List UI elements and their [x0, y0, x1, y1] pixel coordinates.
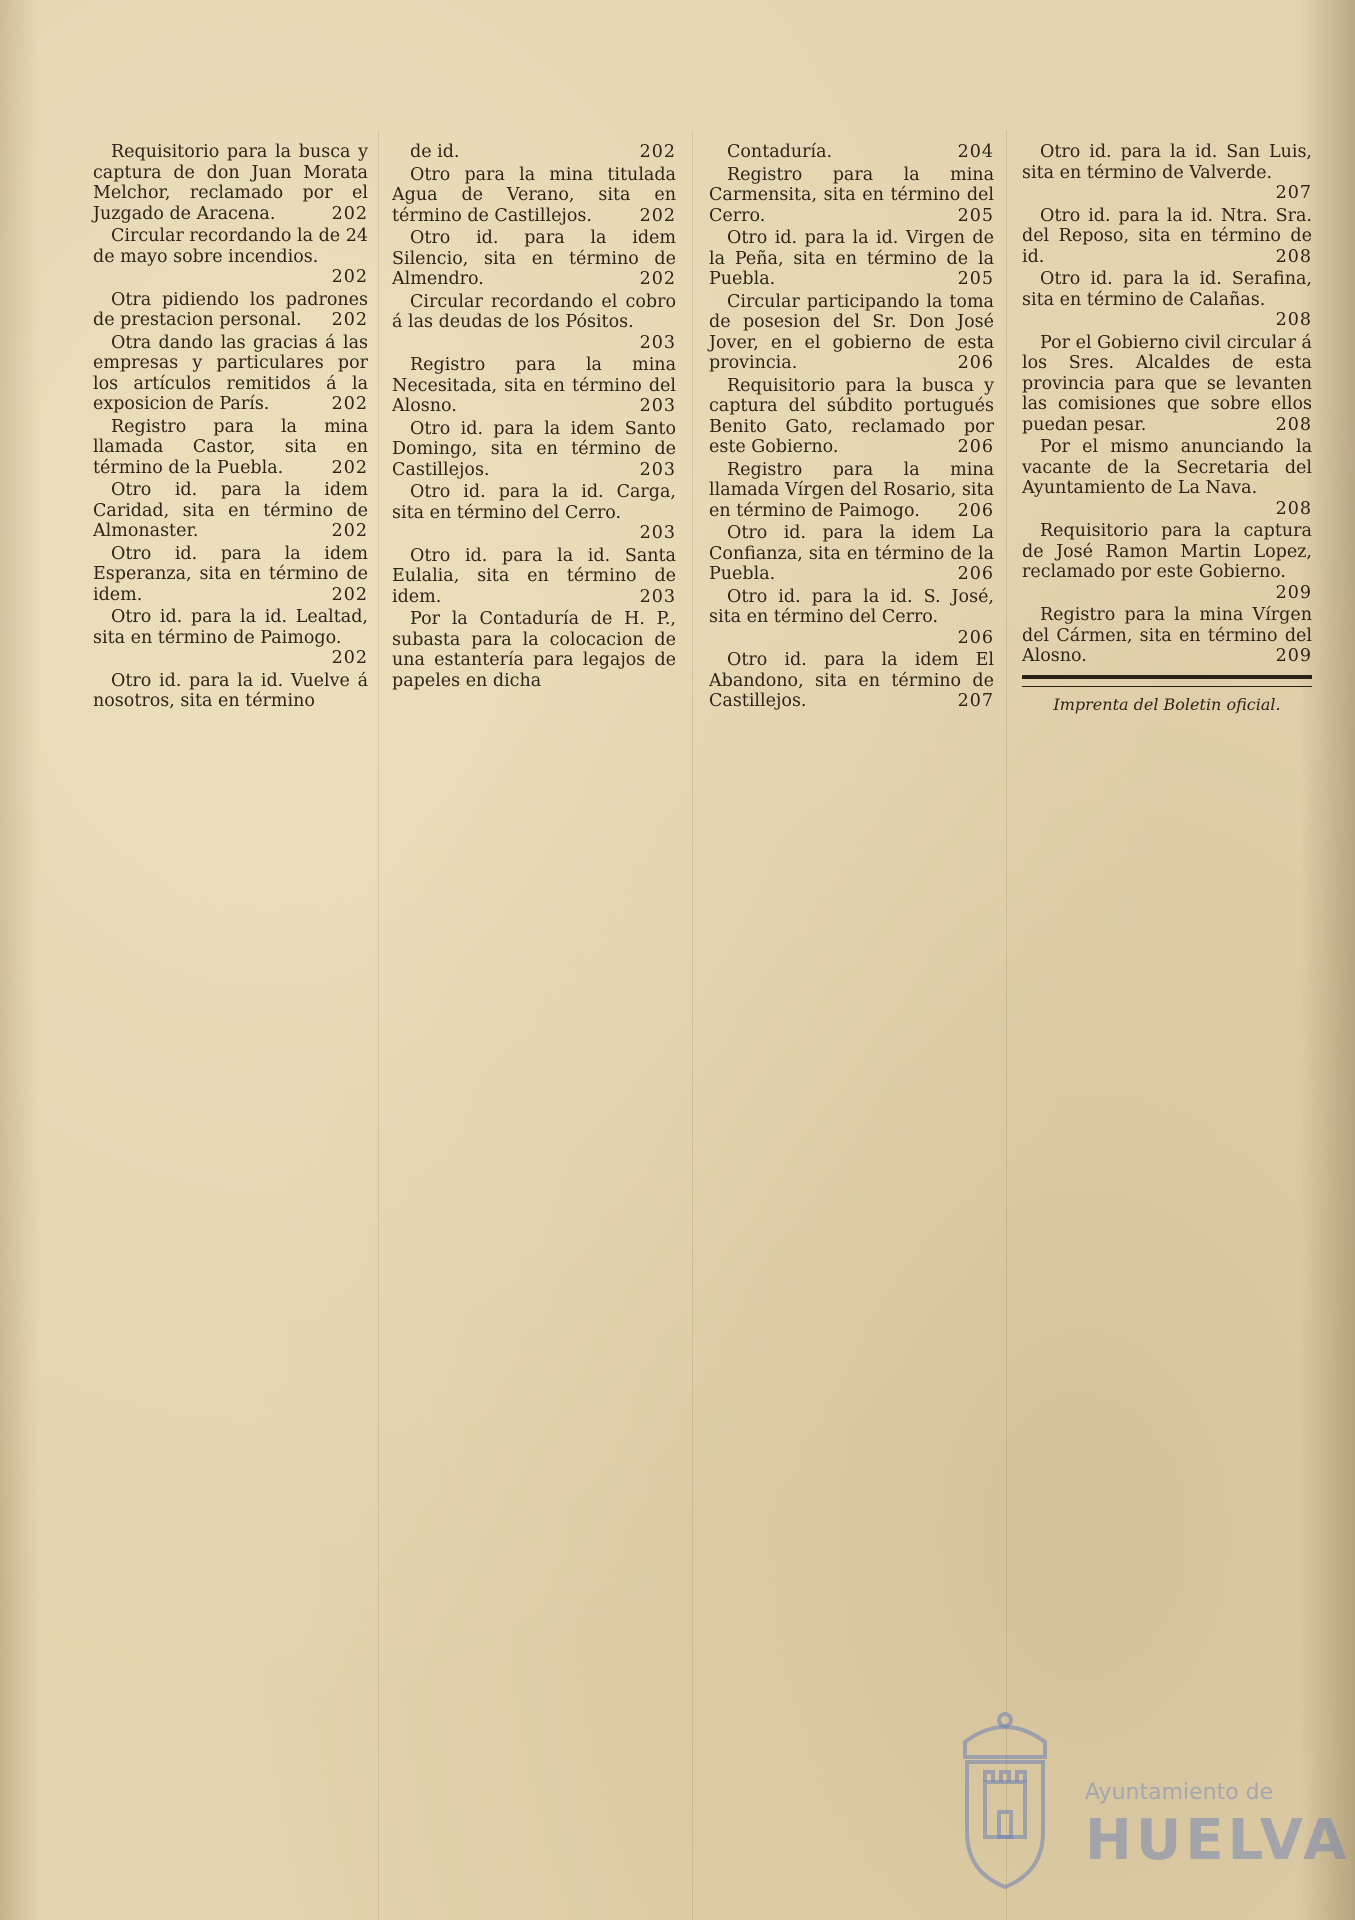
entry-text: Por el mismo anunciando la vacante de la Secretaria del Ayuntamiento de La Nava.	[1022, 437, 1312, 498]
index-column-2	[392, 142, 676, 693]
entry-text: Por el Gobierno civil circular á los Sres. Alcaldes de esta provincia para que se levanten las comisiones que sobre ellos puedan pesar.	[1022, 332, 1312, 435]
index-entry	[392, 419, 676, 481]
index-entry	[709, 587, 994, 649]
index-entry	[709, 228, 994, 290]
index-entry	[93, 290, 368, 331]
page-number: 206	[957, 437, 994, 457]
page-number: 202	[331, 310, 368, 330]
index-entry	[392, 482, 676, 544]
entry-text: Otro id. para la idem La Confianza, sita en término de la Puebla.	[709, 523, 994, 584]
entry-text: Circular recordando la de 24 de mayo sobre incendios.	[93, 226, 368, 267]
index-entry	[392, 355, 676, 417]
page-number: 209	[1275, 646, 1312, 666]
page-number: 202	[639, 269, 676, 289]
index-entry	[1022, 142, 1312, 204]
index-entry	[93, 226, 368, 288]
index-entry	[1022, 437, 1312, 519]
index-entry	[93, 544, 368, 606]
page-number: 203	[639, 396, 676, 416]
bleed-through-text	[60, 700, 1295, 1860]
imprint-line: Imprenta del Boletin oficial.	[1053, 694, 1281, 714]
page-number: 202	[639, 142, 676, 162]
page-number: 206	[957, 564, 994, 584]
entry-text: Otro id. para la id. Virgen de la Peña, sita en término de la Puebla.	[709, 228, 994, 289]
index-entry	[709, 523, 994, 585]
index-entry	[93, 333, 368, 415]
index-column-1	[93, 142, 368, 714]
entry-text: Otro id. para la idem El Abandono, sita en término de Castillejos.	[709, 650, 994, 711]
index-column-4	[1022, 142, 1312, 715]
entry-text: Otra pidiendo los padrones de prestacion personal.	[93, 289, 368, 330]
index-entry	[392, 142, 676, 163]
index-entry	[709, 376, 994, 458]
entry-text: Otro id. para la id. Serafina, sita en término de Calañas.	[1022, 269, 1312, 310]
page-number: 202	[331, 203, 368, 224]
entry-text: Requisitorio para la busca y captura del súbdito portugués Benito Gato, reclamado por este Gobierno.	[709, 375, 994, 457]
entry-text: Registro para la mina Vírgen del Cármen, sita en término del Alosno.	[1022, 605, 1312, 666]
index-entry	[392, 165, 676, 227]
entry-text: Otro id. para la id. S. José, sita en término del Cerro.	[709, 586, 994, 627]
page-number: 209	[1275, 582, 1312, 603]
watermark-line-1: Ayuntamiento de	[1085, 1780, 1274, 1805]
page-number: 208	[1275, 498, 1312, 519]
closing-rule	[1022, 675, 1312, 687]
page-number: 205	[957, 269, 994, 289]
page-number: 204	[957, 142, 994, 162]
entry-text: Circular participando la toma de posesion del Sr. Don José Jover, en el gobierno de esta provincia.	[709, 291, 994, 373]
page-number: 208	[1275, 310, 1312, 330]
index-entry	[392, 546, 676, 608]
index-entry	[1022, 206, 1312, 268]
entry-text: Otro id. para la id. San Luis, sita en término de Valverde.	[1022, 142, 1312, 183]
page-number: 207	[957, 691, 994, 711]
column-4-entries	[1022, 142, 1312, 667]
entry-text: Otra dando las gracias á las empresas y particulares por los artículos remitidos á la exposicion de París.	[93, 332, 368, 414]
page-number: 203	[639, 332, 676, 353]
entry-text: Registro para la mina Necesitada, sita en término del Alosno.	[392, 355, 676, 416]
page-number: 203	[639, 523, 676, 543]
entry-text: de id.	[410, 142, 460, 162]
index-entry	[93, 671, 368, 712]
index-entry	[709, 292, 994, 374]
index-entry	[392, 228, 676, 290]
page-number: 203	[639, 459, 676, 480]
entry-text: Registro para la mina Carmensita, sita en término del Cerro.	[709, 164, 994, 226]
index-entry	[392, 609, 676, 691]
page-number: 206	[957, 353, 994, 373]
index-entry	[1022, 605, 1312, 667]
entry-text: Otro id. para la id. Santa Eulalia, sita en término de idem.	[392, 545, 676, 607]
page-number: 202	[331, 394, 368, 414]
index-entry	[1022, 521, 1312, 603]
page-number: 202	[331, 521, 368, 541]
index-entry	[709, 460, 994, 522]
index-entry	[709, 650, 994, 712]
entry-text: Contaduría.	[727, 142, 833, 162]
page-number: 202	[639, 205, 676, 226]
index-entry	[709, 142, 994, 163]
entry-text: Otro id. para la id. Ntra. Sra. del Reposo, sita en término de id.	[1022, 205, 1312, 267]
entry-text: Requisitorio para la busca y captura de don Juan Morata Melchor, reclamado por el Juzgado de Aracena.	[93, 142, 368, 224]
entry-text: Por la Contaduría de H. P., subasta para la colocacion de una estantería para legajos de papeles en dicha	[392, 609, 676, 691]
page-number: 206	[957, 500, 994, 521]
entry-text: Registro para la mina llamada Vírgen del Rosario, sita en término de Paimogo.	[709, 459, 994, 521]
index-entry	[93, 607, 368, 669]
index-column-3	[709, 142, 994, 714]
index-entry	[93, 142, 368, 224]
entry-text: Otro id. para la id. Lealtad, sita en término de Paimogo.	[93, 607, 368, 648]
entry-text: Otro id. para la idem Esperanza, sita en término de idem.	[93, 543, 368, 605]
watermark-line-2: HUELVA	[1085, 1808, 1351, 1873]
page-number: 207	[1275, 183, 1312, 203]
page-number: 205	[957, 205, 994, 226]
page-number: 203	[639, 586, 676, 607]
entry-text: Otro id. para la idem Santo Domingo, sita en término de Castillejos.	[392, 418, 676, 480]
entry-text: Otro id. para la idem Caridad, sita en término de Almonaster.	[93, 480, 368, 541]
entry-text: Otro id. para la id. Carga, sita en término del Cerro.	[392, 482, 676, 523]
entry-text: Requisitorio para la captura de José Ramon Martin Lopez, reclamado por este Gobierno.	[1022, 521, 1312, 582]
index-entry	[709, 165, 994, 227]
page-number: 202	[331, 648, 368, 668]
index-entry	[392, 292, 676, 354]
page-number: 202	[331, 267, 368, 287]
entry-text: Circular recordando el cobro á las deudas de los Pósitos.	[392, 291, 676, 332]
page-number: 208	[1275, 246, 1312, 267]
coat-of-arms-icon	[945, 1702, 1065, 1892]
entry-text: Otro para la mina titulada Agua de Verano, sita en término de Castillejos.	[392, 164, 676, 226]
page-number: 202	[331, 584, 368, 605]
page-number: 202	[331, 457, 368, 478]
page-number: 206	[957, 627, 994, 648]
entry-text: Registro para la mina llamada Castor, sita en término de la Puebla.	[93, 416, 368, 478]
index-entry	[93, 417, 368, 479]
entry-text: Otro id. para la id. Vuelve á nosotros, sita en término	[93, 670, 368, 711]
huelva-watermark	[945, 1702, 1351, 1902]
index-entry	[1022, 269, 1312, 331]
entry-text: Otro id. para la idem Silencio, sita en término de Almendro.	[392, 228, 676, 289]
index-entry	[1022, 333, 1312, 436]
index-entry	[93, 480, 368, 542]
page-number: 208	[1275, 414, 1312, 435]
